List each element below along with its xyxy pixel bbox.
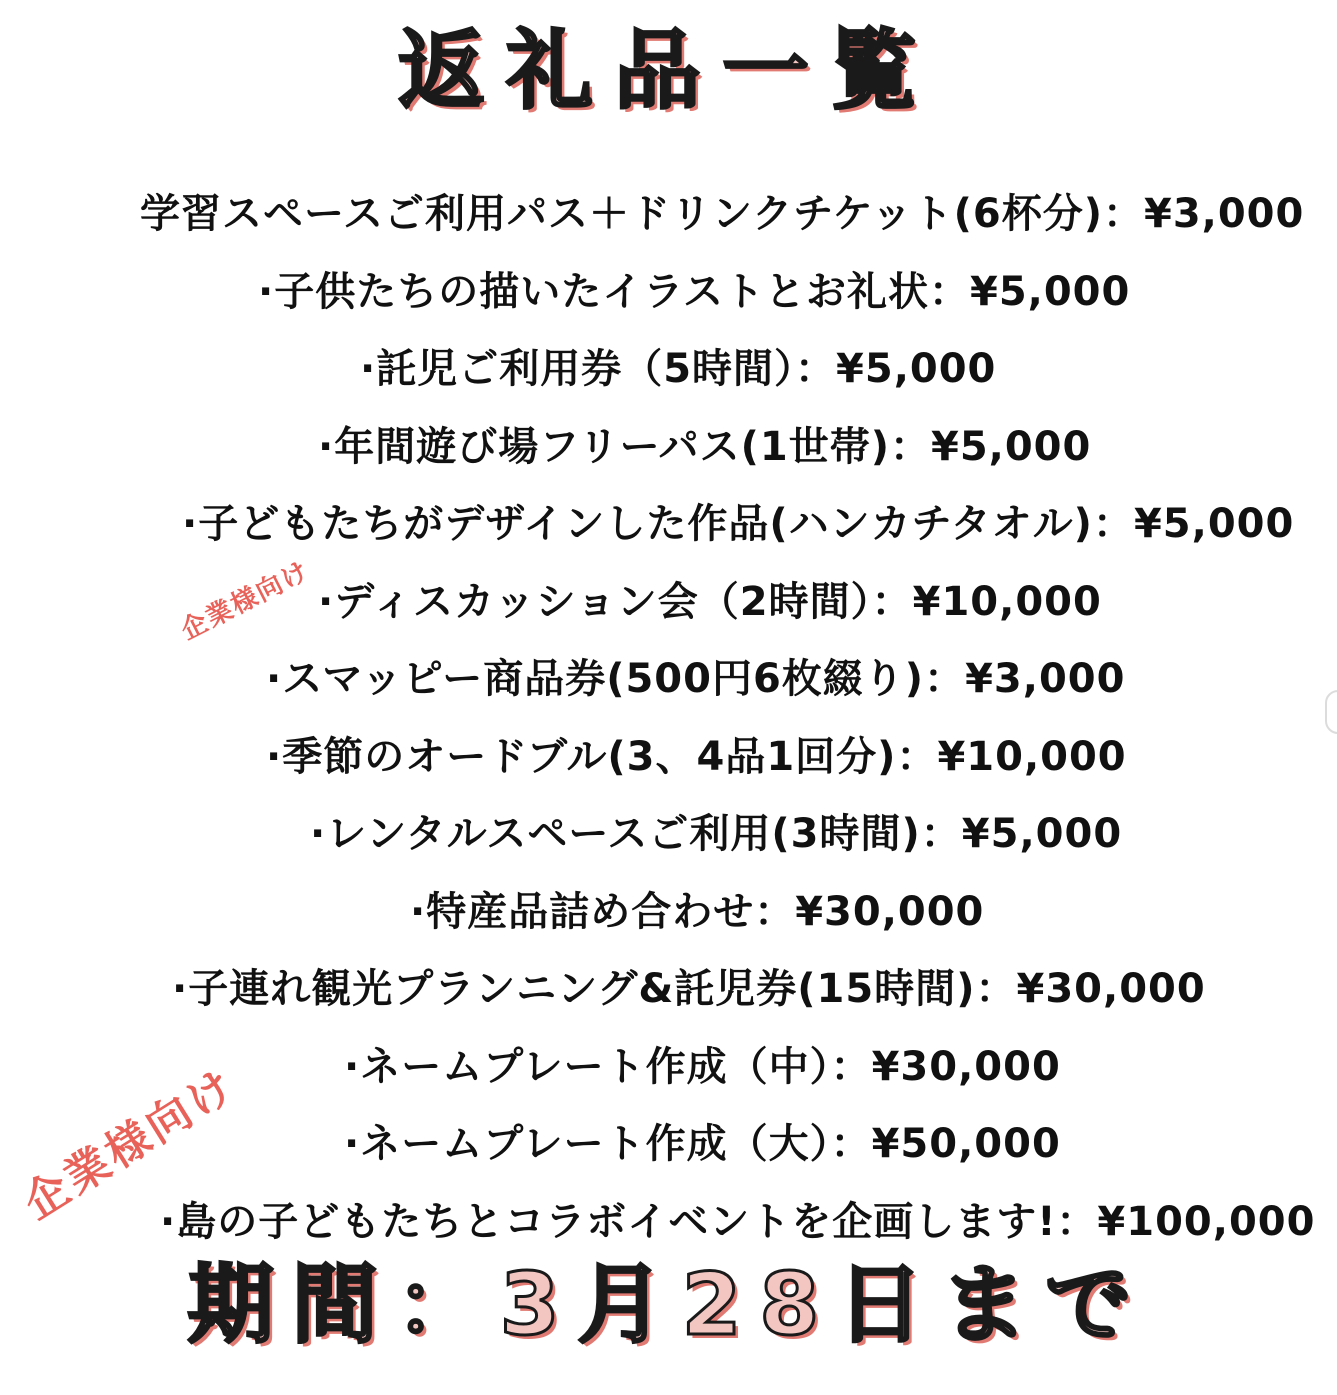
corporate-badge-small: 企業様向け xyxy=(176,555,315,647)
gift-item: ·スマッピー商品券(500円6枚綴り)：¥3,000 xyxy=(266,656,1126,702)
gift-item: ·子どもたちがデザインした作品(ハンカチタオル)：¥5,000 xyxy=(182,501,1295,547)
gift-item: ·子連れ観光プランニング&託児券(15時間)：¥30,000 xyxy=(172,966,1206,1012)
gift-item: ·年間遊び場フリーパス(1世帯)：¥5,000 xyxy=(318,423,1092,470)
gift-item: ·レンタルスペースご利用(3時間)：¥5,000 xyxy=(310,811,1123,857)
gift-item: ·島の子どもたちとコラボイベントを企画します!：¥100,000 xyxy=(160,1198,1316,1245)
scroll-edge-icon xyxy=(1325,690,1337,734)
gift-item: ·子供たちの描いたイラストとお礼状：¥5,000 xyxy=(258,268,1131,315)
gift-item: ·ネームプレート作成（中）：¥30,000 xyxy=(344,1043,1061,1090)
gift-item: ·ネームプレート作成（大）：¥50,000 xyxy=(344,1121,1061,1167)
gift-item: ·特産品詰め合わせ：¥30,000 xyxy=(410,888,985,935)
gift-item: 学習スペースご利用パス＋ドリンクチケット(6杯分)：¥3,000 xyxy=(140,191,1305,237)
gift-item: ·ディスカッション会（2時間）：¥10,000 xyxy=(318,578,1102,625)
page-title: 返礼品一覧 xyxy=(398,21,939,121)
gift-item: ·季節のオードブル(3、4品1回分)：¥10,000 xyxy=(266,733,1127,780)
gift-item: ·託児ご利用券（5時間）：¥5,000 xyxy=(360,346,997,392)
corporate-badge-large: 企業様向け xyxy=(14,1059,246,1230)
period-heading: 期間：3月28日まで xyxy=(187,1255,1150,1355)
